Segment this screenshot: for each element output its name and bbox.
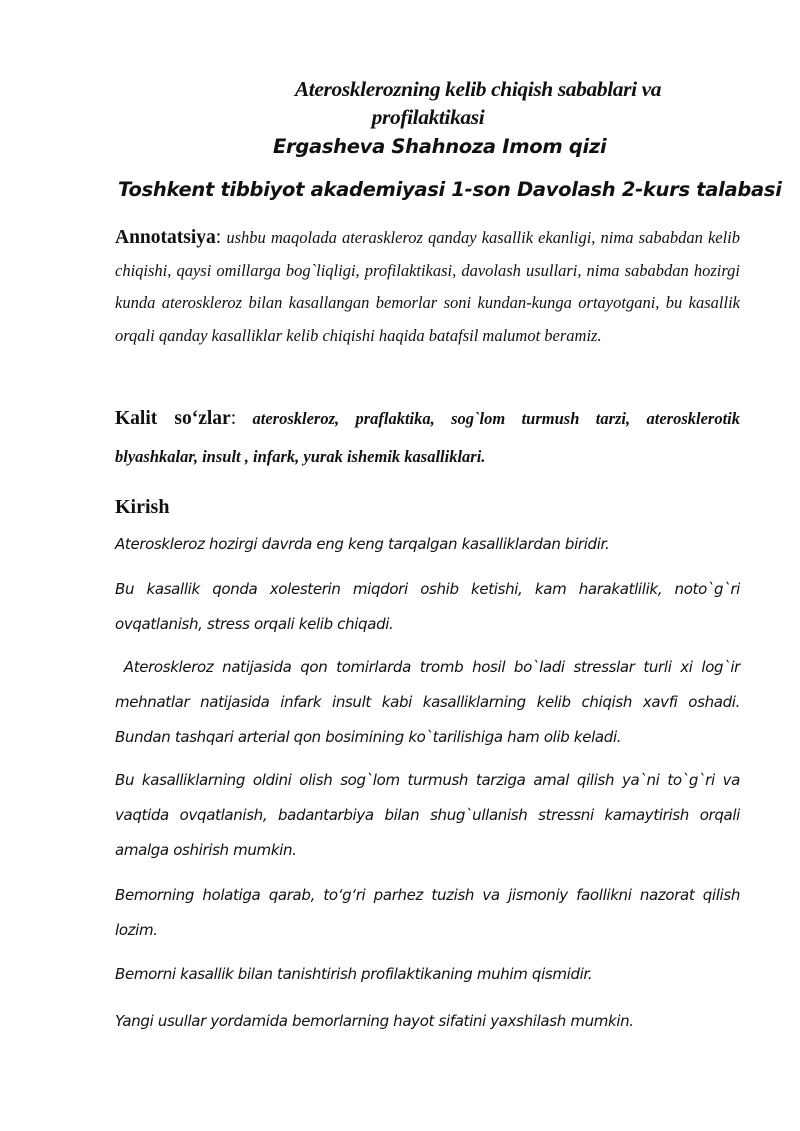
intro-paragraph-2: Bu kasallik qonda xolesterin miqdori oshib ketishi, kam harakatlilik, noto`g`ri ovqatlanish, stress orqali kelib chiqadi. — [115, 580, 740, 633]
keywords-label: Kalit so‘zlar — [115, 408, 231, 429]
title-line-1: Aterosklerozning kelib chiqish sabablari va — [294, 77, 662, 101]
annotation-section — [115, 222, 740, 352]
intro-paragraph-4: Bu kasalliklarning oldini olish sog`lom turmush tarziga amal qilish ya`ni to`g`ri va vaqtida ovqatlanish, badantarbiya bilan shug`ullanish stressni kamaytirish orqali amalga oshirish mumkin. — [115, 771, 740, 859]
annotation-label: Annotatsiya — [115, 227, 216, 248]
intro-paragraph-6: Bemorni kasallik bilan tanishtirish profilaktikaning muhim qismidir. — [115, 965, 593, 983]
annotation-colon: : — [215, 227, 222, 248]
annotation-text: ushbu maqolada ateraskleroz qanday kasallik ekanligi, nima sababdan kelib chiqishi, qaysi omillarga bog`liqligi, profilaktikasi, davolash usullari, nima sababdan hozirgi kunda ateroskleroz bilan kasallangan bemorlar soni kundan-kunga ortayotgani, bu kasallik orqali qanday kasalliklar kelib chiqishi haqida batafsil malumot beramiz. — [115, 228, 741, 345]
keywords-colon: : — [230, 408, 237, 429]
intro-heading: Kirish — [115, 496, 170, 518]
intro-paragraph-1: Ateroskleroz hozirgi davrda eng keng tarqalgan kasalliklardan biridir. — [115, 535, 610, 553]
title-line-2: profilaktikasi — [371, 105, 485, 129]
intro-paragraph-7: Yangi usullar yordamida bemorlarning hayot sifatini yaxshilash mumkin. — [115, 1012, 634, 1030]
author-affiliation: Toshkent tibbiyot akademiyasi 1-son Davolash 2-kurs talabasi — [118, 178, 782, 201]
author-name: Ergasheva Shahnoza Imom qizi — [273, 135, 607, 158]
intro-paragraph-3: Ateroskleroz natijasida qon tomirlarda tromb hosil bo`ladi stresslar turli xi log`ir mehnatlar natijasida infark insult kabi kasalliklarning kelib chiqish xavfi oshadi. Bundan tashqari arterial qon bosimining ko`tarilishiga ham olib keladi. — [115, 658, 745, 746]
keywords-text: ateroskleroz, praflaktika, sog`lom turmush tarzi, aterosklerotik blyashkalar, insult , infark, yurak ishemik kasalliklari. — [115, 409, 741, 466]
keywords-section — [115, 400, 740, 476]
intro-paragraph-5: Bemorning holatiga qarab, to‘g‘ri parhez tuzish va jismoniy faollikni nazorat qilish lozim. — [115, 886, 740, 939]
